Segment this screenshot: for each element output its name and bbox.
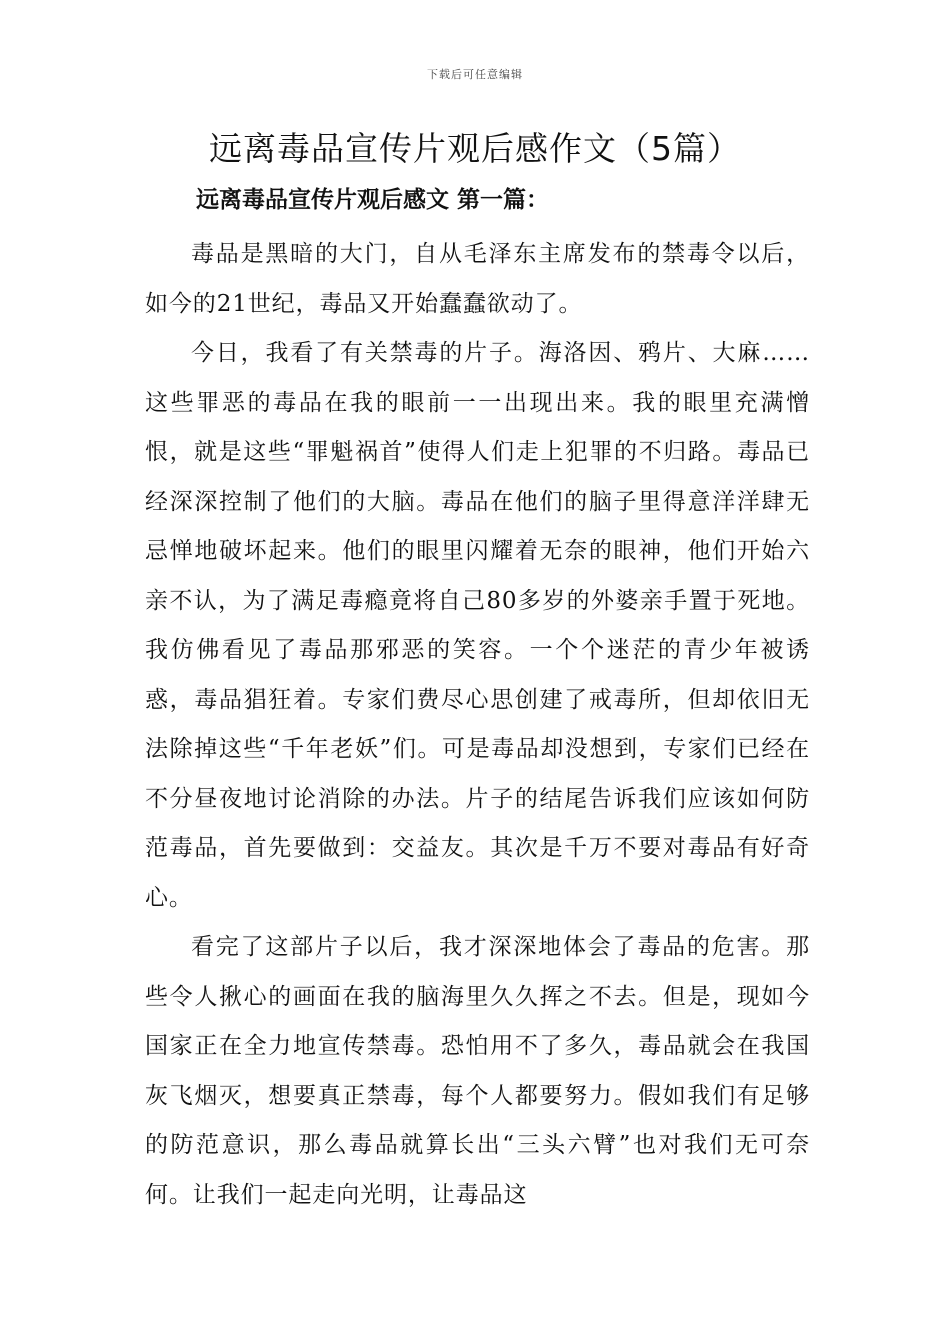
paragraph-3: 看完了这部片子以后，我才深深地体会了毒品的危害。那些令人揪心的画面在我的脑海里久久挥之不去。但是，现如今国家正在全力地宣传禁毒。恐怕用不了多久，毒品就会在我国灰飞烟灭，想要真正禁毒，每个人都要努力。假如我们有足够的防范意识，那么毒品就算长出“三头六臂”也对我们无可奈何。让我们一起走向光明，让毒品这 [145,934,810,1208]
section-heading: 远离毒品宣传片观后感文 第一篇： [196,186,550,213]
article-body [145,230,810,1220]
header-note: 下载后可任意编辑 [427,68,523,81]
paragraph-1: 毒品是黑暗的大门，自从毛泽东主席发布的禁毒令以后，如今的21世纪，毒品又开始蠢蠢欲动了。 [145,241,810,317]
document-title: 远离毒品宣传片观后感作文（5篇） [209,129,741,168]
paragraph-2: 今日，我看了有关禁毒的片子。海洛因、鸦片、大麻……这些罪恶的毒品在我的眼前一一出现出来。我的眼里充满憎恨，就是这些“罪魁祸首”使得人们走上犯罪的不归路。毒品已经深深控制了他们的大脑。毒品在他们的脑子里得意洋洋肆无忌惮地破坏起来。他们的眼里闪耀着无奈的眼神，他们开始六亲不认，为了满足毒瘾竟将自己80多岁的外婆亲手置于死地。我仿佛看见了毒品那邪恶的笑容。一个个迷茫的青少年被诱惑，毒品猖狂着。专家们费尽心思创建了戒毒所，但却依旧无法除掉这些“千年老妖”们。可是毒品却没想到，专家们已经在不分昼夜地讨论消除的办法。片子的结尾告诉我们应该如何防范毒品，首先要做到：交益友。其次是千万不要对毒品有好奇心。 [145,340,810,911]
